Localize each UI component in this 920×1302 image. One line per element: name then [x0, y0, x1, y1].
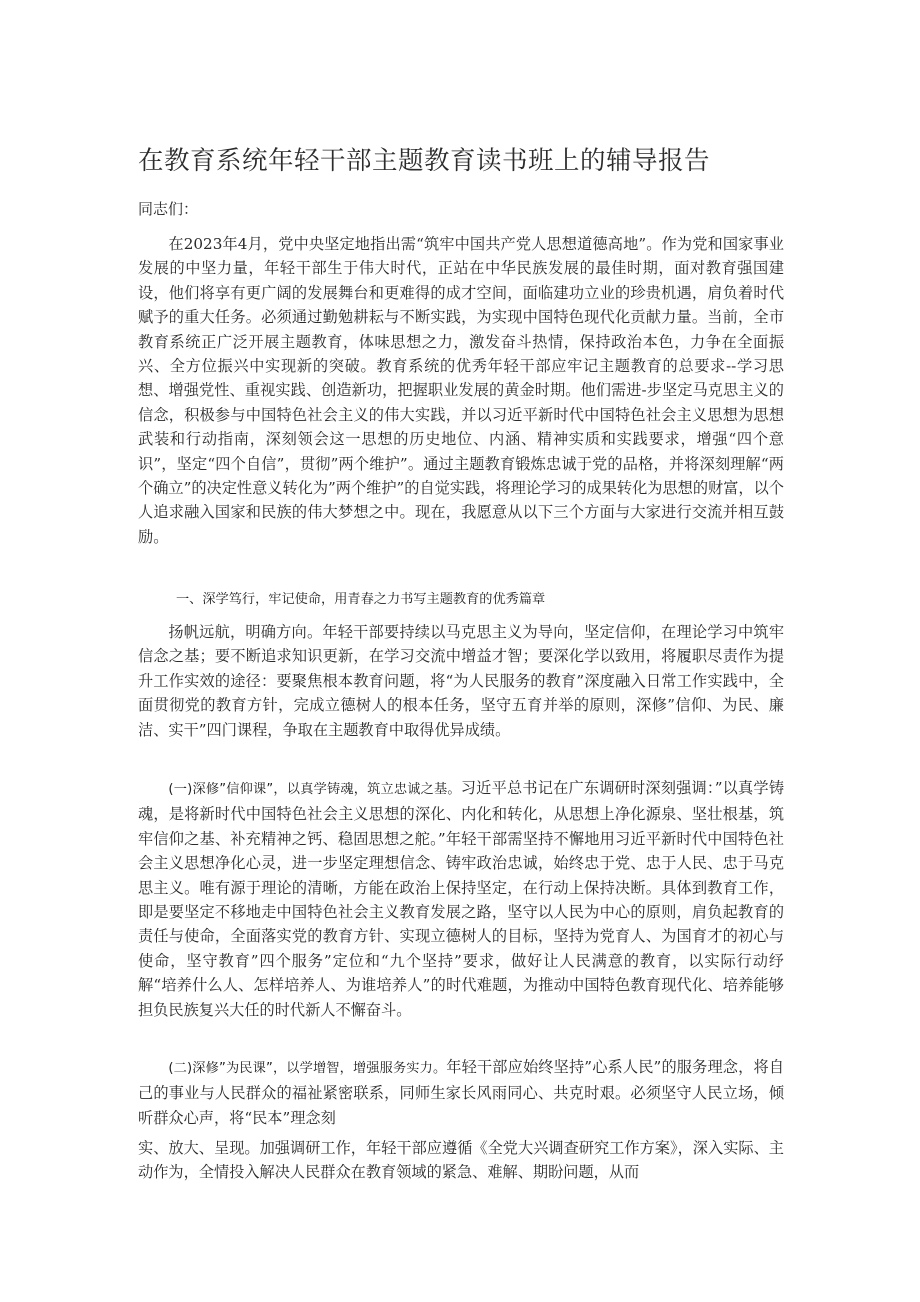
section-heading: 一、深学笃行，牢记使命，用青春之力书写主题教育的优秀篇章: [176, 592, 546, 607]
subsection-2-paragraph: [138, 1055, 784, 1130]
subsection-2-heading: (二)深修”为民课”，以学增智，增强服务实力。: [168, 1061, 447, 1076]
salutation: 同志们：: [138, 200, 199, 218]
section-intro-paragraph: 扬帆远航，明确方向。年轻干部要持续以马克思主义为导向，坚定信仰，在理论学习中筑牢信念之基；要不断追求知识更新，在学习交流中增益才智；要深化学以致用，将履职尽责作为提升工作实效的途径：要聚焦根本教育问题，将“为人民服务的教育”深度融入日常工作实践中，全面贯彻党的教育方针，完成立德树人的根本任务，坚守五育并举的原则，深修”信仰、为民、廉洁、实干”四门课程，争取在主题教育中取得优异成绩。: [138, 623, 784, 739]
subsection-1-heading: (一)深修”信仰课”，以真学铸魂，筑立忠诚之基。: [168, 782, 461, 797]
document-title: 在教育系统年轻干部主题教育读书班上的辅导报告: [138, 146, 711, 176]
intro-paragraph: 在2023年4月，党中央坚定地指出需“筑牢中国共产党人思想道德高地”。作为党和国家事业发展的中坚力量，年轻干部生于伟大时代，正站在中华民族发展的最佳时期，面对教育强国建设，他们将享有更广阔的发展舞台和更难得的成才空间，面临建功立业的珍贵机遇，肩负着时代赋予的重大任务。必须通过勤勉耕耘与不断实践，为实现中国特色现代化贡献力量。当前，全市教育系统正广泛开展主题教育，体味思想之力，激发奋斗热情，保持政治本色，力争在全面振兴、全方位振兴中实现新的突破。教育系统的优秀年轻干部应牢记主题教育的总要求--学习思想、增强党性、重视实践、创造新功，把握职业发展的黄金时期。他们需进-步坚定马克思主义的信念，积极参与中国特色社会主义的伟大实践，并以习近平新时代中国特色社会主义思想为思想武装和行动指南，深刻领会这一思想的历史地位、内涵、精神实质和实践要求，增强“四个意识”，坚定“四个自信”，贯彻”两个维护”。通过主题教育锻炼忠诚于党的品格，并将深刻理解“两个确立”的决定性意义转化为”两个维护”的自觉实践，将理论学习的成果转化为思想的财富，以个人追求融入国家和民族的伟大梦想之中。现在，我愿意从以下三个方面与大家进行交流并相互鼓励。: [138, 235, 784, 546]
subsection-2-body: 年轻干部应始终坚持”心系人民”的服务理念，将自己的事业与人民群众的福祉紧密联系，同师生家长风雨同心、共克时艰。必须坚守人民立场，倾听群众心声，将“民本”理念刻: [138, 1058, 785, 1127]
subsection-1-paragraph: [138, 776, 784, 1022]
subsection-1-body: 习近平总书记在广东调研时深刻强调：”以真学铸魂，是将新时代中国特色社会主义思想的深化、内化和转化，从思想上净化源泉、坚壮根基，筑牢信仰之基、补充精神之钙、稳固思想之舵。”年轻干部需坚持不懈地用习近平新时代中国特色社会主义思想净化心灵，进一步坚定理想信念、铸牢政治忠诚，始终忠于党、忠于人民、忠于马克思主义。唯有源于理论的清晰，方能在政治上保持坚定，在行动上保持决断。具体到教育工作，即是要坚定不移地走中国特色社会主义教育发展之路，坚守以人民为中心的原则，肩负起教育的责任与使命，全面落实党的教育方针、实现立德树人的目标，坚持为党育人、为国育才的初心与使命，坚守教育”四个服务”定位和“九个坚持”要求，做好让人民满意的教育，以实际行动纾解“培养什么人、怎样培养人、为谁培养人”的时代难题，为推动中国特色教育现代化、培养能够担负民族复兴大任的时代新人不懈奋斗。: [138, 779, 785, 1019]
continuation-paragraph: 实、放大、呈现。加强调研工作，年轻干部应遵循《全党大兴调查研究工作方案》，深入实际、主动作为，全情投入解决人民群众在教育领域的紧急、难解、期盼问题，从而: [138, 1139, 784, 1182]
